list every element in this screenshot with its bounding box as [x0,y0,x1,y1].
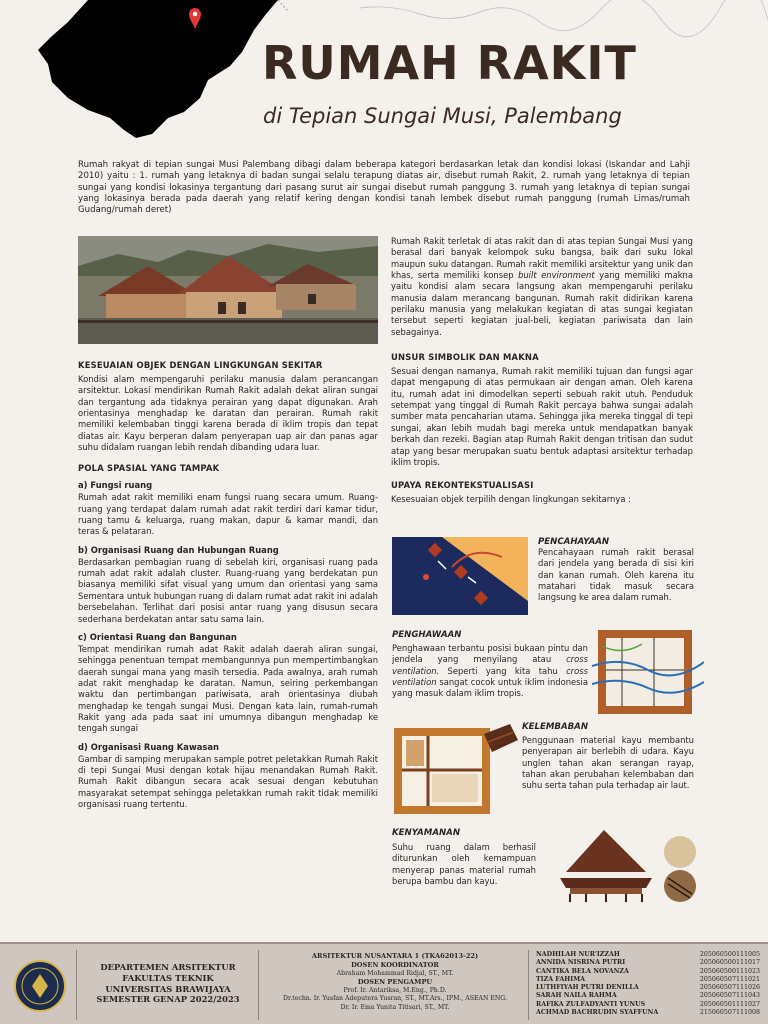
list-item: SARAH NAILA RAHMA 205060507111043 [536,992,760,1000]
left-column [78,236,378,810]
course-block: ARSITEKTUR NUSANTARA 1 (TKA62013-22) DOSEN KOORDINATOR Abraham Mohammad Ridjal, ST., MT. DOSEN PENGAMPU Prof. Ir. Antariksa, M.Eng., Ph.D. Dr.techn. Ir. Yusfan Adeputera Yusran, ST., MT.Ars., IPM., ASEAN ENG. Dr. Ir. Ema Yunita Titisari, ST., MT. [283,952,507,1011]
subheading-fungsi-ruang: a) Fungsi ruang [78,480,153,491]
feature-pencahayaan [538,537,694,603]
paragraph-organisasi-kawasan: Gambar di samping merupakan sample potret peletakkan Rumah Rakit di tepi Sungai Musi dengan kotak hijau menandakan Rumah Rakit. Rumah Rakit dibangun secara acak sesuai dengan kebutuhan masyarakat setempat sehingga peletakkan rumah rakit tidak memiliki organisasi ruang tertentu. [78,753,378,809]
subheading-organisasi-ruang: b) Organisasi Ruang dan Hubungan Ruang [78,544,279,555]
rumah-rakit-photo [78,236,378,344]
paragraph-organisasi-ruang: Berdasarkan pembagian ruang di sebelah kiri, organisasi ruang pada rumah adat rakit adalah cluster. Ruang-ruang yang berdekatan pun biasanya memiliki sifat visual yang umum dan orientasi yang sama Sementara untuk hubungan ruang di dalam rumat adat rakit ini adalah bersebelahan. Terlihat dari posisi antar ruang yang disusun secara sederhana berdekatan antar satu sama lain. [78,556,378,624]
page-subtitle: di Tepian Sungai Musi, Palembang [263,104,622,128]
feature-title-penghawaan: PENGHAWAAN [392,630,462,640]
department-block: DEPARTEMEN ARSITEKTUR FAKULTAS TEKNIK UNIVERSITAS BRAWIJAYA SEMESTER GENAP 2022/2023 [96,962,240,1005]
paragraph-unsur-simbolik: Sesuai dengan namanya, Rumah rakit memiliki tujuan dan fungsi agar dapat mengapung di atas permukaan air dengan aman. Oleh karena itu, rumah adat ini dimodelkan seperti sebuah rakit utuh. Penduduk setempat yang tinggal di Rumah Rakit percaya bahwa sungai adalah sumber mata pencaharian utama. Sehingga jika mereka tinggal di tepi sungai, akan lebih mudah bagi mereka untuk mendapatkan banyak berkah dan rezeki. Bagian atap Rumah Rakit dengan tritisan dan sudut atap yang besar merupakan suatu bentuk adaptasi arsitektur terhadap iklim tropis. [391,366,693,467]
list-item: RAFIKA ZULFADYANTI YUNUS 205060501111027 [536,1000,760,1008]
penghawaan-diagram [592,626,704,718]
feature-text-kelembaban: Penggunaan material kayu membantu penyerapan air berlebih di udara. Kayu unglen tahan akan serangan rayap, tahan akan perubahan kelembaban dan suhu serta tahan pula terhadap air laut. [522,735,694,791]
members-list [536,951,760,1017]
feature-penghawaan [392,630,588,699]
kelembaban-diagram [392,722,518,818]
paragraph-rekontekstualisasi: Kesesuaian objek terpilih dengan lingkungan sekitarnya : [391,494,631,505]
subheading-organisasi-kawasan: d) Organisasi Ruang Kawasan [78,741,219,752]
palembang-map-silhouette [28,0,288,150]
paragraph-rumah-rakit: Rumah Rakit terletak di atas rakit dan di atas tepian Sungai Musi yang berasal dari banyak kelompok suku bangsa, baik dari suku lokal maupun suku datangan. Rumah rakit memiliki arsitektur yang unik dan khas, serta memiliki konsep built environment yang memiliki makna yaitu kondisi alam secara langsung akan mempengaruhi perilaku manusia dalam merancang bangunan. Rumah rakit didirikan karena perilaku manusia yang melakukan kegiatan di atas sungai kegiatan tersebut seperti kegiatan jual-beli, kegiatan pariwisata dan lain sebagainya. [391,236,693,337]
list-item: NADHILAH NUR'IZZAH 205060500111005 [536,951,760,958]
feature-title-kelembaban: KELEMBABAN [522,722,589,732]
university-logo [14,960,66,1012]
paragraph-orientasi: Tempat mendirikan rumah adat Rakit adalah daerah aliran sungai, sehingga penentuan tempat membangunnya pun mempertimbangkan daerah sungai mana yang masih tersedia. Pada awalnya, arah rumah adat rakit menghadap ke daratan. Namun, seiring perkembangan waktu dan pertimbangan pariwisata, arah orientasinya diubah menghadap ke tengah sungai Musi. Dengan kata lain, rumah-rumah Rakit yang ada pada saat ini umumnya dibangun menghadap ke tengah sungai [78,643,378,734]
feature-title-pencahayaan: PENCAHAYAAN [538,537,610,547]
paragraph-kesesuaian: Kondisi alam mempengaruhi perilaku manusia dalam perancangan arsitektur. Lokasi mendirikan Rumah Rakit adalah dekat aliran sungai dan tergantung ada tidaknya perairan yang dapat digunakan. Arah orientasinya menghadap ke daratan dan perairan. Rumah rakit memiliki kelembaban tinggi karena berada di iklim tropis dan tepat diatas air. Kayu berperan dalam penyerapan uap air dan panas agar suhu didalam ruangan lebih rendah dibanding udara luar. [78,374,378,453]
heading-kesesuaian: KESEUAIAN OBJEK DENGAN LINGKUNGAN SEKITAR [78,360,323,370]
right-column [391,236,693,506]
feature-kenyamanan [392,828,536,887]
footer [0,942,768,1024]
list-item: LUTHFIYAH PUTRI DENILLA 205060507111026 [536,984,760,991]
map-border-lines [360,0,768,40]
feature-kelembaban [522,722,694,791]
feature-text-pencahayaan: Pencahayaan rumah rakit berasal dari jendela yang berada di sisi kiri dan kanan rumah. Oleh karena itu matahari tidak masuk secara langsung ke area dalam rumah. [538,547,694,603]
kenyamanan-diagram [556,826,706,906]
feature-text-kenyamanan: Suhu ruang dalam berhasil diturunkan oleh kemampuan menyerap panas material rumah berupa bambu dan kayu. [392,842,536,886]
page-title: RUMAH RAKIT [262,36,637,90]
pencahayaan-diagram [392,537,528,615]
list-item: ANNIDA NISRINA PUTRI 205060500111017 [536,959,760,967]
subheading-orientasi: c) Orientasi Ruang dan Bangunan [78,631,237,642]
list-item: TIZA FAHIMA 205060507111021 [536,975,760,983]
feature-title-kenyamanan: KENYAMANAN [392,828,461,838]
heading-rekontekstualisasi: UPAYA REKONTEKSTUALISASI [391,480,534,491]
bamboo-material-icon [664,836,696,868]
intro-paragraph: Rumah rakyat di tepian sungai Musi Palembang dibagi dalam beberapa kategori berdasarkan letak dan kondisi lokasi (Iskandar and Lahji 2010) yaitu : 1. rumah yang letaknya di badan sungai selalu terapung diatas air, disebut rumah Rakit, 2. rumah yang letaknya di tepian sungai yang kondisi lokasinya tergantung dari pasang surut air sungai disebut rumah panggung 3. rumah yang letaknya di tepian sungai yang lokasinya berada pada daerah yang relatif kering dengan kondisi tanah lembek disebut rumah panggung (rumah Limas/rumah Gudang/rumah deret) [78,160,690,216]
heading-unsur-simbolik: UNSUR SIMBOLIK DAN MAKNA [391,352,539,363]
list-item: CANTIKA BELA NOVANZA 205060500111023 [536,967,760,975]
list-item: ACHMAD BACHRUDIN SYAFFUNA 215060507111008 [536,1008,760,1016]
heading-pola-spasial: POLA SPASIAL YANG TAMPAK [78,463,220,474]
feature-text-penghawaan: Penghawaan terbantu posisi bukaan pintu dan jendela yang menyilang atau cross ventilation. Seperti yang kita tahu cross ventilation sangat cocok untuk iklim indonesia yang masuk dalam iklim tropis. [392,643,588,699]
paragraph-fungsi-ruang: Rumah adat rakit memiliki enam fungsi ruang secara umum. Ruang-ruang yang terdapat dalam rumah adat rakit terdiri dari kamar tidur, ruang tamu & keluarga, ruang makan, dapur & kamar mandi, dan teras & pelataran. [78,492,378,537]
